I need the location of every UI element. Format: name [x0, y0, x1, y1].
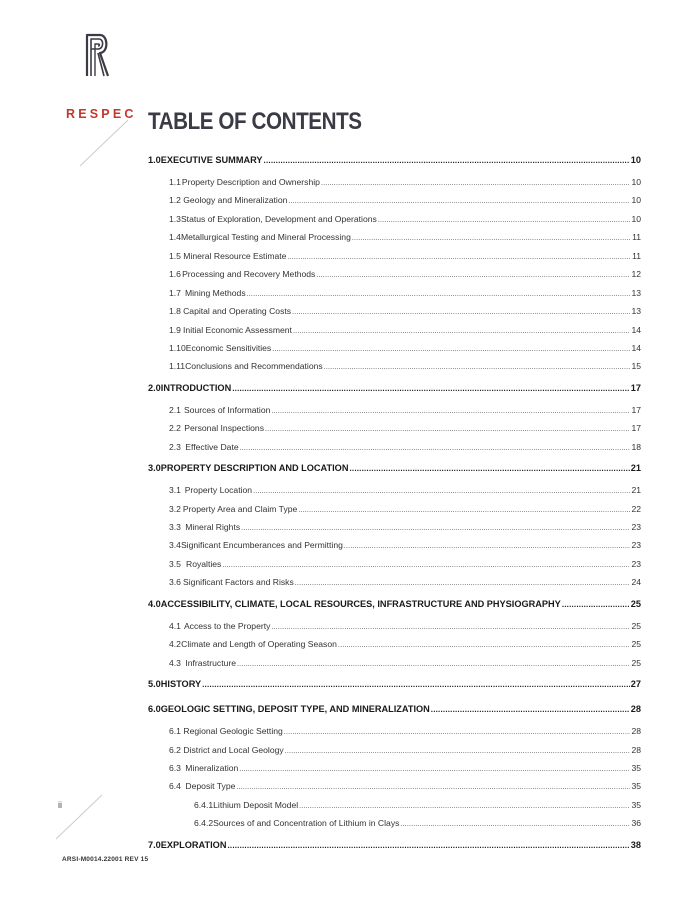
toc-entry-page: 10	[630, 155, 641, 165]
toc-entry[interactable]	[148, 658, 641, 676]
toc-entry[interactable]	[148, 559, 641, 577]
toc-entry-title: Status of Exploration, Development and Operations	[180, 213, 377, 224]
toc-entry-page: 11	[632, 232, 641, 243]
toc-dot-leader	[227, 840, 629, 850]
toc-dot-leader	[349, 463, 629, 473]
toc-entry-title: Significant Factors and Risks	[182, 577, 294, 588]
toc-entry-number: 1.3	[169, 213, 181, 224]
toc-entry-title: Geology and Mineralization	[183, 195, 288, 206]
toc-entry-page: 35	[631, 781, 641, 792]
toc-entry-page: 25	[630, 598, 641, 609]
toc-entry-number: 1.9	[169, 324, 181, 335]
toc-entry-number: 1.5	[169, 250, 181, 261]
toc-entry-number: 1.7	[169, 287, 181, 298]
toc-entry-page: 17	[631, 404, 641, 415]
toc-dot-leader	[293, 325, 630, 335]
toc-entry-number: 6.1	[169, 726, 181, 737]
toc-entry-number: 1.10	[169, 342, 186, 353]
toc-dot-leader	[321, 177, 631, 187]
toc-entry-number: 1.4	[169, 232, 181, 243]
toc-dot-leader	[344, 540, 631, 550]
toc-dot-leader	[240, 442, 631, 452]
toc-entry[interactable]	[148, 522, 641, 540]
toc-entry-number: 3.2	[169, 503, 181, 514]
toc-entry[interactable]	[148, 442, 641, 460]
toc-dot-leader	[271, 621, 630, 631]
toc-dot-leader	[288, 195, 630, 205]
toc-entry-title: Mining Methods	[184, 287, 246, 298]
toc-entry-page: 15	[631, 361, 641, 372]
toc-entry-title: Access to the Property	[183, 620, 271, 631]
toc-dot-leader	[292, 306, 630, 316]
toc-entry-title: Mineral Resource Estimate	[183, 250, 287, 261]
toc-entry-title: Regional Geologic Setting	[183, 726, 283, 737]
toc-entry-page: 13	[631, 306, 641, 317]
toc-entry-page: 18	[631, 441, 641, 452]
toc-entry[interactable]	[148, 423, 641, 441]
toc-entry[interactable]	[148, 745, 641, 763]
table-of-contents	[148, 152, 641, 862]
toc-entry-page: 11	[632, 250, 641, 261]
toc-entry-title: GEOLOGIC SETTING, DEPOSIT TYPE, AND MINERALIZATION	[160, 704, 430, 715]
toc-entry-page: 25	[631, 620, 641, 631]
toc-entry-title: Infrastructure	[185, 657, 237, 668]
toc-entry-page: 36	[631, 818, 641, 829]
toc-entry-number: 7.0	[148, 839, 161, 850]
toc-entry[interactable]	[148, 840, 641, 862]
toc-entry-number: 6.2	[169, 744, 181, 755]
toc-entry-number: 4.2	[169, 639, 181, 650]
toc-entry[interactable]	[148, 621, 641, 639]
toc-entry-number: 3.6	[169, 577, 181, 588]
toc-entry-page: 22	[631, 503, 641, 514]
toc-entry-title: Processing and Recovery Methods	[182, 269, 316, 280]
toc-entry-page: 10	[631, 213, 641, 224]
toc-entry[interactable]	[148, 343, 641, 361]
toc-entry-number: 3.1	[169, 485, 181, 496]
toc-entry-title: Metallurgical Testing and Mineral Processing	[180, 232, 351, 243]
toc-entry[interactable]	[148, 269, 641, 287]
toc-dot-leader	[431, 704, 630, 714]
toc-entry[interactable]	[148, 504, 641, 522]
toc-entry-number: 3.3	[169, 522, 181, 532]
toc-dot-leader	[253, 485, 630, 495]
toc-entry[interactable]	[148, 405, 641, 423]
toc-entry-title: Royalties	[185, 558, 222, 569]
toc-entry-title: Effective Date	[185, 441, 239, 452]
toc-entry[interactable]	[148, 726, 641, 744]
toc-dot-leader	[400, 818, 630, 828]
toc-entry[interactable]	[148, 383, 641, 405]
toc-entry[interactable]	[148, 251, 641, 269]
toc-entry-number: 3.0	[148, 463, 161, 474]
toc-entry-title: INTRODUCTION	[160, 382, 232, 393]
toc-dot-leader	[298, 504, 630, 514]
toc-entry-number: 5.0	[148, 679, 161, 690]
toc-entry-title: Conclusions and Recommendations	[185, 361, 323, 372]
toc-dot-leader	[295, 577, 631, 587]
toc-entry-number: 6.4.1	[194, 799, 214, 810]
toc-dot-leader	[264, 155, 630, 165]
toc-entry-title: Sources of Information	[183, 404, 271, 415]
toc-entry[interactable]	[148, 818, 641, 836]
toc-entry-page: 13	[631, 287, 641, 298]
toc-entry-title: Significant Encumberances and Permitting	[180, 540, 343, 551]
toc-entry[interactable]	[148, 214, 641, 232]
toc-entry-title: EXPLORATION	[160, 839, 227, 850]
toc-entry[interactable]	[148, 306, 641, 324]
toc-entry[interactable]	[148, 800, 641, 818]
toc-entry-number: 1.2	[169, 195, 181, 206]
toc-entry-number: 4.3	[169, 657, 181, 668]
toc-entry-page: 28	[630, 704, 641, 715]
toc-entry-page: 23	[631, 540, 641, 551]
toc-entry[interactable]	[148, 679, 641, 701]
toc-entry[interactable]	[148, 325, 641, 343]
toc-entry-number: 4.1	[169, 620, 181, 631]
toc-entry-number: 4.0	[148, 598, 161, 609]
toc-dot-leader	[338, 639, 631, 649]
toc-dot-leader	[324, 361, 631, 371]
toc-entry-title: HISTORY	[160, 679, 202, 690]
respec-r-mark-icon	[84, 32, 112, 78]
toc-entry[interactable]	[148, 639, 641, 657]
page-number: ii	[58, 800, 62, 810]
toc-entry-title: Property Description and Ownership	[181, 177, 320, 187]
toc-entry-page: 17	[630, 382, 641, 393]
toc-entry[interactable]	[148, 763, 641, 781]
toc-entry-number: 6.0	[148, 704, 161, 715]
toc-dot-leader	[247, 288, 631, 298]
toc-entry-title: Lithium Deposit Model	[213, 799, 299, 810]
toc-entry-title: Mineralization	[185, 762, 239, 773]
toc-entry[interactable]	[148, 485, 641, 503]
toc-entry-number: 6.4.2	[194, 818, 214, 829]
toc-entry[interactable]	[148, 232, 641, 250]
toc-entry-number: 2.1	[169, 404, 181, 415]
toc-dot-leader	[316, 269, 630, 279]
toc-entry[interactable]	[148, 288, 641, 306]
toc-entry-number: 1.1	[169, 177, 181, 187]
toc-dot-leader	[562, 599, 630, 609]
toc-dot-leader	[352, 232, 631, 242]
toc-dot-leader	[271, 405, 630, 415]
toc-entry-title: Capital and Operating Costs	[183, 306, 292, 317]
toc-entry-page: 23	[631, 558, 641, 569]
toc-entry-page: 12	[631, 269, 641, 280]
toc-entry[interactable]	[148, 463, 641, 485]
toc-entry-title: PROPERTY DESCRIPTION AND LOCATION	[160, 463, 349, 474]
toc-entry[interactable]	[148, 195, 641, 213]
toc-entry-number: 2.3	[169, 441, 181, 452]
brand-name: RESPEC	[66, 107, 137, 121]
toc-entry[interactable]	[148, 540, 641, 558]
toc-entry-number: 6.3	[169, 762, 181, 773]
toc-entry-title: Property Area and Claim Type	[182, 503, 298, 514]
toc-dot-leader	[202, 679, 630, 689]
page-title: TABLE OF CONTENTS	[148, 108, 362, 135]
toc-entry-number: 3.4	[169, 540, 181, 551]
toc-dot-leader	[287, 251, 631, 261]
toc-entry-title: Property Location	[184, 485, 253, 496]
toc-dot-leader	[236, 781, 630, 791]
toc-entry-title: District and Local Geology	[183, 744, 284, 755]
toc-entry[interactable]	[148, 361, 641, 379]
toc-entry[interactable]	[148, 781, 641, 799]
toc-entry-number: 1.8	[169, 306, 181, 317]
toc-entry-title: Sources of and Concentration of Lithium in Clays	[213, 818, 400, 829]
toc-dot-leader	[272, 343, 630, 353]
toc-entry-page: 35	[631, 762, 641, 773]
toc-entry-page: 14	[631, 324, 641, 335]
toc-entry-page: 23	[631, 522, 641, 532]
toc-dot-leader	[284, 726, 631, 736]
toc-entry-page: 24	[631, 577, 641, 588]
toc-entry-number: 3.5	[169, 558, 181, 569]
toc-entry-number: 1.6	[169, 269, 181, 280]
toc-entry-page: 10	[631, 177, 641, 187]
toc-entry-page: 38	[630, 839, 641, 850]
toc-entry-page: 27	[630, 679, 641, 690]
toc-dot-leader	[378, 214, 631, 224]
toc-entry[interactable]	[148, 177, 641, 195]
decorative-slash-top	[78, 118, 130, 168]
toc-entry-page: 21	[631, 485, 641, 496]
toc-entry-title: Deposit Type	[185, 781, 236, 792]
toc-entry[interactable]	[148, 599, 641, 621]
toc-entry-title: Personal Inspections	[184, 423, 264, 434]
toc-dot-leader	[237, 658, 630, 668]
toc-entry-page: 14	[631, 342, 641, 353]
toc-dot-leader	[239, 763, 630, 773]
toc-dot-leader	[232, 383, 630, 393]
toc-entry-title: Economic Sensitivities	[185, 342, 272, 353]
toc-entry-number: 1.11	[169, 361, 186, 372]
toc-entry-page: 21	[630, 463, 641, 474]
toc-dot-leader	[299, 800, 630, 810]
toc-entry[interactable]	[148, 155, 641, 177]
toc-entry-number: 1.0	[148, 155, 161, 165]
toc-dot-leader	[241, 522, 630, 532]
toc-entry[interactable]	[148, 704, 641, 726]
toc-dot-leader	[265, 423, 630, 433]
toc-entry-number: 2.0	[148, 382, 161, 393]
toc-entry-number: 2.2	[169, 423, 181, 434]
toc-entry-title: Initial Economic Assessment	[183, 324, 292, 335]
toc-entry-page: 10	[631, 195, 641, 206]
toc-entry[interactable]	[148, 577, 641, 595]
toc-dot-leader	[285, 745, 631, 755]
toc-entry-page: 25	[631, 657, 641, 668]
toc-entry-page: 35	[631, 799, 641, 810]
toc-entry-page: 17	[631, 423, 641, 434]
toc-entry-title: ACCESSIBILITY, CLIMATE, LOCAL RESOURCES, INFRASTRUCTURE AND PHYSIOGRAPHY	[160, 598, 561, 609]
toc-entry-page: 28	[631, 726, 641, 737]
toc-entry-title: EXECUTIVE SUMMARY	[160, 155, 263, 165]
toc-entry-page: 28	[631, 744, 641, 755]
document-footer: ARSI-M0014.22001 REV 15	[62, 856, 149, 863]
toc-entry-page: 25	[631, 639, 641, 650]
toc-entry-number: 6.4	[169, 781, 181, 792]
toc-entry-title: Mineral Rights	[185, 522, 241, 532]
toc-entry-title: Climate and Length of Operating Season	[181, 639, 337, 650]
toc-dot-leader	[222, 559, 630, 569]
